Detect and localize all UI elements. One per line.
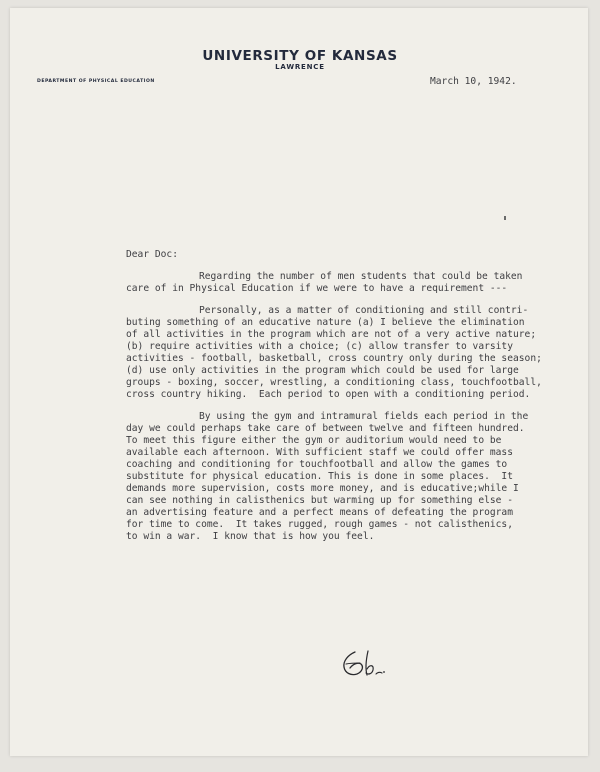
salutation: Dear Doc: — [126, 249, 178, 260]
body-line: buting something of an educative nature (a) I believe the elimination — [126, 317, 525, 328]
letterhead-department: DEPARTMENT OF PHYSICAL EDUCATION — [37, 79, 155, 84]
stray-ink-mark — [504, 216, 506, 220]
body-line: To meet this figure either the gym or auditorium would need to be — [126, 435, 502, 446]
body-line: activities - football, basketball, cross country only during the season; — [126, 353, 542, 364]
body-line: (d) use only activities in the program which could be used for large — [126, 365, 519, 376]
body-line: cross country hiking. Each period to open with a conditioning period. — [126, 389, 531, 400]
body-line: for time to come. It takes rugged, rough games - not calisthenics, — [126, 519, 513, 530]
body-line: to win a war. I know that is how you feel. — [126, 531, 375, 542]
body-line: Regarding the number of men students that could be taken — [199, 271, 523, 282]
body-line: demands more supervision, costs more money, and is educative;while I — [126, 483, 519, 494]
letterhead-university: UNIVERSITY OF KANSAS — [202, 48, 398, 64]
letterhead-city: LAWRENCE — [275, 63, 325, 71]
body-line: (b) require activities with a choice; (c) allow transfer to varsity — [126, 341, 513, 352]
body-line: can see nothing in calisthenics but warming up for something else - — [126, 495, 513, 506]
body-line: day we could perhaps take care of between twelve and fifteen hundred. — [126, 423, 525, 434]
body-line: care of in Physical Education if we were to have a requirement --- — [126, 283, 508, 294]
letter-date: March 10, 1942. — [430, 76, 517, 87]
body-line: of all activities in the program which are not of a very active nature; — [126, 329, 537, 340]
body-line: groups - boxing, soccer, wrestling, a conditioning class, touchfootball, — [126, 377, 542, 388]
body-line: Personally, as a matter of conditioning and still contri- — [199, 305, 529, 316]
body-line: coaching and conditioning for touchfootball and allow the games to — [126, 459, 508, 470]
body-line: available each afternoon. With sufficient staff we could offer mass — [126, 447, 513, 458]
signature-initials — [338, 648, 388, 682]
body-line: an advertising feature and a perfect means of defeating the program — [126, 507, 513, 518]
body-line: substitute for physical education. This is done in some places. It — [126, 471, 513, 482]
body-line: By using the gym and intramural fields each period in the — [199, 411, 529, 422]
